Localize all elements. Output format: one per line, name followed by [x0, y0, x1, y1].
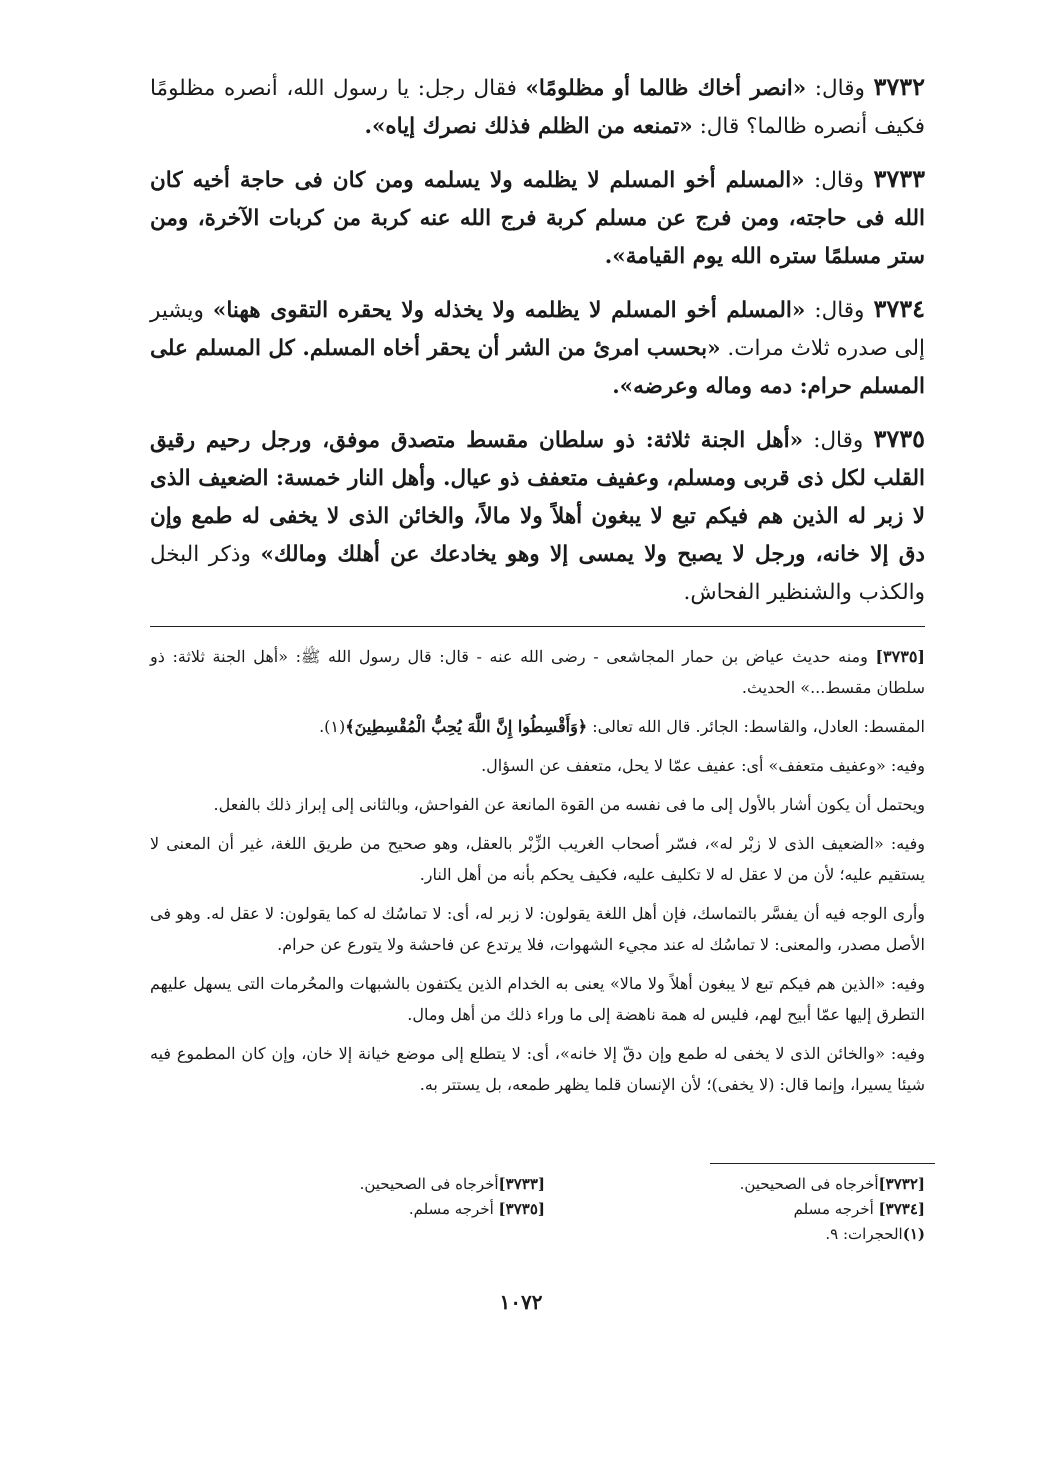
hadith-number: ٣٧٣٣ [873, 164, 925, 193]
hadith-lead: وقال: [804, 168, 874, 193]
hadith-3732 [150, 68, 925, 146]
commentary-paragraph: ويحتمل أن يكون أشار بالأول إلى ما فى نفسه من القوة المانعة عن الفواحش، وبالثانى إلى إبراز ذلك بالفعل. [213, 795, 925, 814]
commentary-paragraph: وفيه: «الضعيف الذى لا زبْر له»، فسّر أصحاب الغريب الزِّبْر بالعقل، وهو صحيح من طريق اللغة، غير أن المعنى لا يستقيم عليه؛ لأن من لا عقل له لا تكليف عليه، فكيف يحكم بأنه من أهل النار. [150, 834, 926, 884]
hadith-lead: وقال: [805, 298, 874, 323]
footnotes-right-column [740, 1172, 925, 1247]
commentary-paragraph: وفيه: «الذين هم فيكم تبع لا يبغون أهلاً ولا مالا» يعنى به الخدام الذين يكتفون بالشبهات والمحُرمات التى يسهل عليهم التطرق إليها عمّا أبيح لهم، فليس له همة ناهضة إلى ما وراء ذلك من أهل ومال. [150, 974, 925, 1024]
footnote-marker: (١). [319, 717, 346, 736]
hadith-3735 [150, 420, 925, 612]
hadith-rest: ويشير إلى صدره ثلاث مرات. [150, 298, 925, 361]
footnotes-left-column [360, 1172, 545, 1222]
footnote-ref: [٣٧٣٣] [498, 1175, 545, 1193]
footnote-text: أخرجاه فى الصحيحين. [359, 1175, 499, 1193]
hadith-quote: «المسلم أخو المسلم لا يظلمه ولا يسلمه ومن كان فى حاجة أخيه كان الله فى حاجته، ومن فرج عن مسلم كربة فرج الله عنه كربة من كربات الآخرة، ومن ستر مسلمًا ستره الله يوم القيامة». [150, 168, 925, 269]
hadith-quote-2: «بحسب امرئ من الشر أن يحقر أخاه المسلم. كل المسلم على المسلم حرام: دمه وماله وعرضه». [150, 336, 925, 399]
commentary-text: ومنه حديث عياض بن حمار المجاشعى - رضى الله عنه - قال: قال رسول الله ﷺ: «أهل الجنة ثلاثة: ذو سلطان مقسط...» الحديث. [150, 647, 925, 697]
quran-verse: ﴿وَأَقْسِطُوا إِنَّ اللَّهَ يُحِبُّ الْمُقْسِطِينَ﴾ [345, 717, 588, 736]
footnote-text: أخرجه مسلم. [408, 1200, 499, 1218]
footnote [360, 1172, 545, 1197]
footnote [740, 1172, 925, 1197]
hadith-quote: «أهل الجنة ثلاثة: ذو سلطان مقسط متصدق موفق، ورجل رحيم رقيق القلب لكل ذى قربى ومسلم، وعفيف متعفف ذو عيال. وأهل النار خمسة: الضعيف الذى لا زبر له الذين هم فيكم تبع لا يبغون أهلاً ولا مالاً، والخائن الذى لا يخفى له طمع وإن دق إلا خانه، ورجل لا يصبح ولا يمسى إلا وهو يخادعك عن أهلك ومالك» [150, 428, 925, 567]
hadith-quote-2: «تمنعه من الظلم فذلك نصرك إياه». [364, 114, 693, 139]
section-divider [150, 626, 925, 627]
footnote [740, 1222, 925, 1247]
footnote-ref: [٣٧٣٤] [878, 1200, 925, 1218]
footnote-text: أخرجه مسلم [793, 1200, 879, 1218]
page-body [150, 68, 925, 1108]
commentary-ref: [٣٧٣٥] [875, 647, 925, 666]
hadith-rest: فقال رجل: يا رسول الله، أنصره مظلومًا فكيف أنصره ظالما؟ قال: [150, 76, 925, 139]
commentary-text: المقسط: العادل، والقاسط: الجائر. قال الله تعالى: [587, 717, 925, 736]
footnote-divider [710, 1163, 935, 1164]
hadith-quote: «انصر أخاك ظالما أو مظلومًا» [525, 76, 807, 101]
commentary-paragraph: وأرى الوجه فيه أن يفسَّر بالتماسك، فإن أهل اللغة يقولون: لا زبر له، أى: لا تماسُك له كما يقولون: لا عقل له. وهو فى الأصل مصدر، والمعنى: لا تماسُك له عند مجيء الشهوات، فلا يرتدع عن فاحشة ولا يتورع عن حرام. [150, 904, 925, 954]
commentary-intro [150, 641, 925, 703]
footnote [740, 1197, 925, 1222]
hadith-lead: وقال: [806, 76, 874, 101]
footnote-ref: [٣٧٣٥] [498, 1200, 545, 1218]
footnote-ref: [٣٧٣٢] [878, 1175, 925, 1193]
hadith-3734 [150, 290, 925, 406]
hadith-number: ٣٧٣٥ [873, 424, 925, 453]
commentary-paragraph: وفيه: «وعفيف متعفف» أى: عفيف عمّا لا يحل، متعفف عن السؤال. [481, 756, 925, 775]
footnote-ref: (١) [902, 1225, 925, 1243]
hadith-3733 [150, 160, 925, 276]
hadith-number: ٣٧٣٢ [873, 72, 926, 101]
footnote-text: الحجرات: ٩. [825, 1225, 903, 1243]
hadith-number: ٣٧٣٤ [873, 294, 926, 323]
hadith-lead: وقال: [803, 428, 874, 453]
commentary-muqsit [150, 711, 925, 742]
hadith-quote: «المسلم أخو المسلم لا يظلمه ولا يخذله ولا يحقره التقوى ههنا» [212, 298, 806, 323]
footnote [360, 1197, 545, 1222]
footnote-text: أخرجاه فى الصحيحين. [739, 1175, 879, 1193]
page-number: ١٠٧٢ [499, 1290, 543, 1314]
hadith-rest: وذكر البخل والكذب والشنظير الفحاش. [150, 542, 925, 605]
commentary-paragraph: وفيه: «والخائن الذى لا يخفى له طمع وإن دقّ إلا خانه»، أى: لا يتطلع إلى موضع خيانة إلا خان، وإن كان المطموع فيه شيئا يسيرا، وإنما قال: (لا يخفى)؛ لأن الإنسان قلما يظهر طمعه، بل يستتر به. [150, 1044, 925, 1094]
